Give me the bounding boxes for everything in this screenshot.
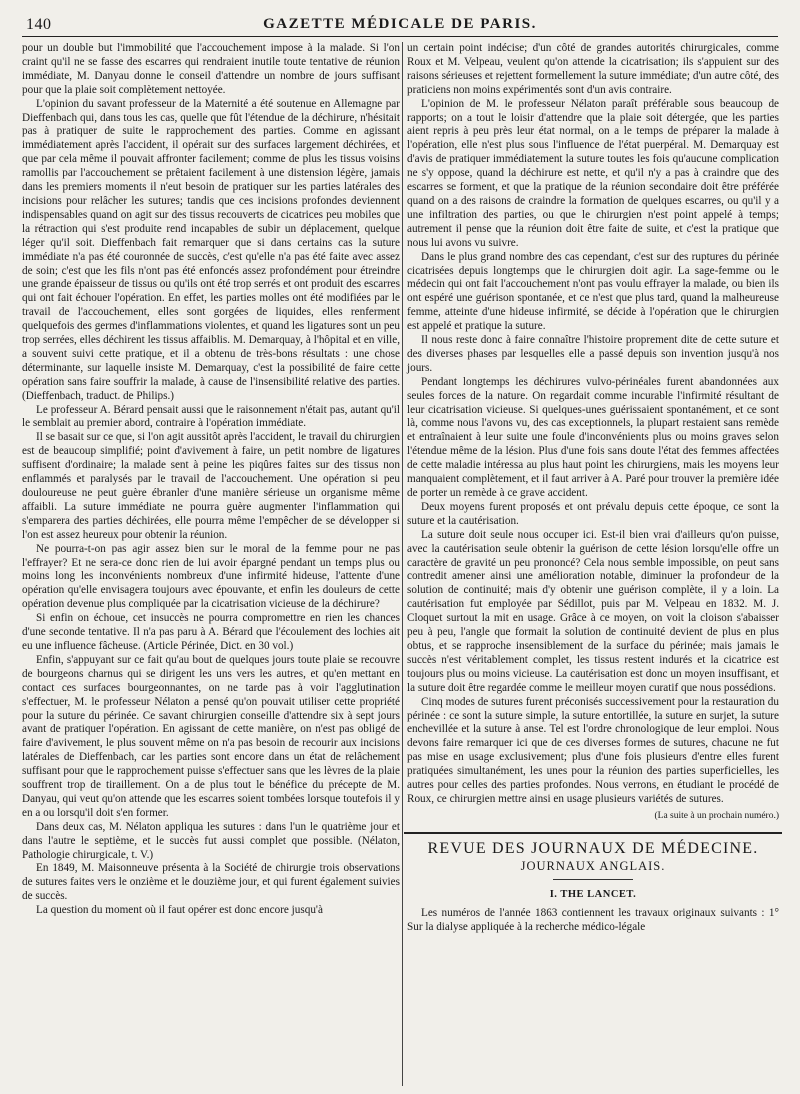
article-paragraph: Si enfin on échoue, cet insuccès ne pourra compromettre en rien les chances d'une seconde tentative. Il n'a pas paru à A. Bérard que l'écoulement des lochies ait eu une influence fâcheuse. (Article Périnée, Dict. en 30 vol.) [22,612,400,652]
subtitle-rule [553,879,633,880]
review-section-title: REVUE DES JOURNAUX DE MÉDECINE. [427,839,759,857]
article-paragraph: Pendant longtemps les déchirures vulvo-périnéales furent abandonnées aux seules forces de la nature. On regardait comme incurable l'infirmité résultant de leur cicatrisation vicieuse. Si quelques-unes guérissaient spontanément, et ce sont là, comme nous l'avons vu, des cas exceptionnels, la plupart restaient sans remède et entraînaient à leur suite une foule d'inconvénients plus ou moins graves selon l'étendue même de la lésion. Plus d'une fois sans doute l'état des femmes affectées de cette maladie intéressa au plus haut point les chirurgiens, mais les moyens leur manquaient complètement, et il faut arriver à A. Paré pour trouver la première idée de porter un remède à ce grave accident. [407,375,779,499]
right-column [407,42,779,935]
article-paragraph: Ne pourra-t-on pas agir assez bien sur le moral de la femme pour ne pas l'effrayer? Et ne sera-ce donc rien de lui avoir épargné pendant un temps plus ou moins long les inconvénients nombreux d'une infirmité hideuse, l'attente d'une opération qu'elle envisagera toujours avec épouvante, et enfin les douleurs de cette opération devenue plus compliquée par la cicatrisation vicieuse de la déchirure? [22,542,400,611]
article-paragraph: La question du moment où il faut opérer est donc encore jusqu'à [36,904,323,917]
article-paragraph: Deux moyens furent proposés et ont prévalu depuis cette époque, ce sont la suture et la cautérisation. [407,500,779,527]
article-paragraph: un certain point indécise; d'un côté de grandes autorités chirurgicales, comme Roux et M. Velpeau, veulent qu'on attende la cicatrisation; ils s'appuient sur des raisons sérieuses et rejettent formellement la suture immédiate; d'un autre côté, des praticiens non moins expérimentés sont d'un avis contraire. [407,42,779,96]
article-paragraph: pour un double but l'immobilité que l'accouchement impose à la malade. Si l'on craint qu'il ne se fasse des escarres qui rendraient inutile toute tentative de réunion immédiate, M. Danyau donne le conseil d'attendre un nombre de jours suffisant pour que la plaie soit complètement nettoyée. [22,42,400,96]
continued-note: (La suite à un prochain numéro.) [654,810,779,821]
article-paragraph: Enfin, s'appuyant sur ce fait qu'au bout de quelques jours toute plaie se recouvre de bourgeons charnus qui se dirigent les uns vers les autres, et qu'en mettant en contact ces surfaces bourgeonnantes, on ne tarde pas à voir l'agglutination s'effectuer, M. le professeur Nélaton a pensé qu'on pouvait utiliser cette propriété pour la suture du périnée. Ce savant chirurgien conseille d'attendre six à sept jours avant de pratiquer l'opération. En agissant de cette manière, on n'est pas obligé de faire d'avivement, le plus souvent même on n'a pas besoin de recourir aux incisions latérales de Dieffenbach, car les parties sont encore dans un état de relâchement suffisant pour que le rapprochement puisse s'effectuer sans que les lèvres de la plaie souffrent trop de tiraillement. On a de plus tout le bénéfice du précepte de M. Danyau, qui veut qu'on attende que les escarres soient tombées lorsque toutefois il y en a ou lorsqu'il doit s'en former. [22,653,400,819]
review-intro-paragraph: Les numéros de l'année 1863 contiennent les travaux originaux suivants : 1° Sur la dialyse appliquée à la recherche médico-légale [407,907,779,934]
article-paragraph: Le professeur A. Bérard pensait aussi que le raisonnement n'était pas, autant qu'il le semblait au premier abord, contraire à l'opération immédiate. [22,403,400,430]
review-section-subtitle: JOURNAUX ANGLAIS. [520,858,666,873]
left-column [22,42,400,918]
article-paragraph: La suture doit seule nous occuper ici. Est-il bien vrai d'ailleurs qu'on puisse, avec la cautérisation seule obtenir la guérison de cette lésion lorsqu'elle offre un caractère de gravité un peu prononcé? Cela nous semble impossible, on peut sans contredit amener ainsi une amélioration notable, diminuer la profondeur de la solution de continuité; mais d'y obtenir une guérison complète, il y a loin. La cautérisation fut employée par Sédillot, puis par M. Velpeau en 1832. M. J. Cloquet surtout la mit en usage. Grâce à ce moyen, on voit la cloison s'abaisser peu à peu, l'angle que formait la solution de continuité devient de plus en plus obtus, et se rapproche insensiblement de la surface du périnée; mais jamais le succès n'est véritablement complet, les tissus restent indurés et la cicatrice est toujours plus ou moins vicieuse. La cautérisation est donc un moyen insuffisant, et la suture doit être regardée comme le meilleur moyen curatif que nous possédions. [407,528,779,694]
page-number: 140 [26,16,52,33]
article-paragraph: En 1849, M. Maisonneuve présenta à la Société de chirurgie trois observations de sutures faites vers le onzième et le douzième jour, et qui furent également suivies de succès. [22,862,400,903]
article-paragraph: Il nous reste donc à faire connaître l'histoire proprement dite de cette suture et des diverses phases par lesquelles elle a passé depuis son invention jusqu'à nos jours. [407,334,779,374]
page-header [22,14,778,37]
article-paragraph: L'opinion du savant professeur de la Maternité a été soutenue en Allemagne par Dieffenbach qui, dans tous les cas, quelle que fût l'étendue de la déchirure, n'hésitait pas à pratiquer de suite le rapprochement des parties. Comme en agissant immédiatement après l'accident, il opérait sur des surfaces largement déchirées, et que par cela même il pouvait affronter facilement; comme de plus les tissus voisins ramollis par l'accouchement se prêtaient facilement à une distension légère, jamais dans les premiers moments il n'eut besoin de pratiquer sur les parties latérales des incisions pour relâcher les sutures; tandis que ces incisions profondes deviennent indispensables quand on agit sur des tissus recouverts de cicatrices peu mobiles que la rétraction qui s'est produite rend incapables de subir un déplacement, quelque léger qu'il soit. Dieffenbach fait remarquer que si dans certains cas la suture immédiate n'a pas été couronnée de succès, c'est qu'elle n'a pas été faite avec assez de soin; c'est que les fils n'ont pas été enfoncés assez profondément pour étreindre une grande épaisseur de tissus ou qu'ils ont été trop serrés et ont produit des escarres qui ont fait échouer l'opération. En effet, les parties molles ont été modifiées par le travail de l'accouchement, elles sont gorgées de liquides, elles renferment quelquefois des germes d'inflammations violentes, et quand les ligatures sont un peu trop serrées, elles déchirent les tissus affaiblis. M. Demarquay, à l'hôpital et en ville, a souvent suivi cette pratique, et il a obtenu de très-bons résultats : une chose déterminante, sur laquelle insiste M. Demarquay, c'est la possibilité de faire cette opération sans faire souffrir la malade, à cause de l'insensibilité relative des parties. (Dieffenbach, traduct. de Philips.) [22,97,400,402]
article-paragraph: Dans deux cas, M. Nélaton appliqua les sutures : dans l'un le quatrième jour et dans l'autre le septième, et le succès fut aussi complet que possible. (Nélaton, Pathologie chirurgicale, t. V.) [22,820,400,861]
column-divider [402,42,403,1086]
review-journal-name: I. THE LANCET. [549,888,637,900]
right-column-text [407,42,779,807]
section-separator [404,832,782,834]
article-paragraph: Dans le plus grand nombre des cas cependant, c'est sur des ruptures du périnée cicatrisées depuis longtemps que le chirurgien doit agir. La sage-femme ou le médecin qui ont fait l'accouchement n'ont pas voulu effrayer la malade, ou bien ils ont espéré une guérison spontanée, et ce n'est que plus tard, quand la malheureuse femme, atteinte d'une hideuse infirmité, se décide à l'opération que le chirurgien est appelé et pratique la suture. [407,250,779,333]
article-paragraph: Il se basait sur ce que, si l'on agit aussitôt après l'accident, le travail du chirurgien est de beaucoup simplifié; point d'avivement à faire, un petit nombre de ligatures suffisent d'ordinaire; la malade sent à peine les piqûres faites sur des tissus non enflammés et paralysés par le travail de l'accouchement. Une opération si peu douloureuse ne peut guère ébranler d'une manière sérieuse un organisme même affaibli. La suture immédiate ne pourra guère augmenter l'inflammation qui s'emparera des parties déchirées, elle pourra même l'empêcher de se développer si l'on est assez heureux pour obtenir la réunion. [22,431,400,541]
article-paragraph: Cinq modes de sutures furent préconisés successivement pour la restauration du périnée : ce sont la suture simple, la suture entortillée, la suture en surjet, la suture enchevillée et la suture à anse. Tel est l'ordre chronologique de leur emploi. Nous devons faire remarquer ici que de ces diverses formes de sutures, chacune ne fut pas mise en usage exclusivement; plus d'une fois plusieurs d'entre elles furent pratiquées simultanément, les unes pour la réunion des parties superficielles, les autres pour celles des parties profondes. Nous verrons, en étudiant le procédé de Roux, ce chirurgien mettre ainsi en usage plusieurs variétés de sutures. [407,695,779,805]
article-paragraph: L'opinion de M. le professeur Nélaton paraît préférable sous beaucoup de rapports; on a tout le loisir d'attendre que la plaie soit détergée, que les parties aient repris à peu près leur état normal, on a le temps de préparer la malade à l'opération, elle n'est plus sous l'influence de l'état puerpéral. M. Demarquay est d'avis de pratiquer immédiatement la suture toutes les fois qu'aucune complication ne s'y oppose, quand la déchirure est nette, et qu'il n'y a pas à craindre que des escarres se forment, et que la pratique de la réunion secondaire doit être préférée quand on a des raisons de craindre la formation de quelques escarres, ou qu'il y a une infiltration des parties, ou que le chirurgien n'est point appelé à temps; autrement il pense que la réunion doit être faite de suite, et c'est la pratique que nous lui avons vu suivre. [407,97,779,249]
journal-title: GAZETTE MÉDICALE DE PARIS. [263,16,537,32]
